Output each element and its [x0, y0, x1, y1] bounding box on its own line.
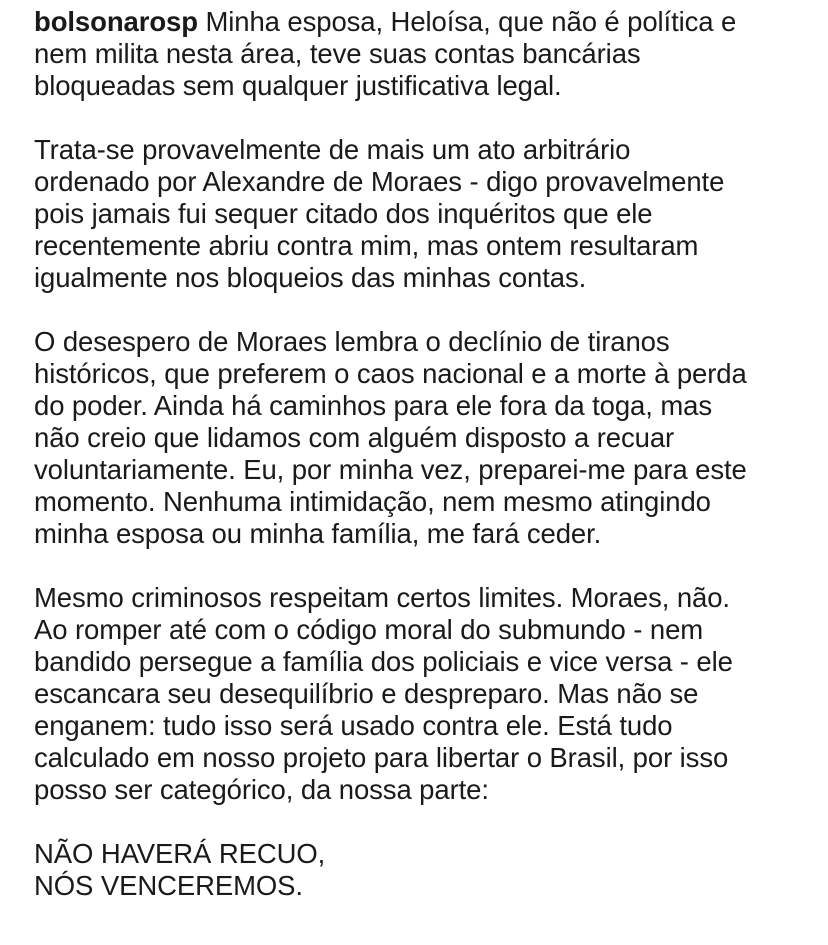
caption-line: NÃO HAVERÁ RECUO, — [34, 838, 326, 869]
caption-text: Minha esposa, Heloísa, que não é política e — [197, 6, 737, 37]
caption-line: momento. Nenhuma intimidação, nem mesmo atingindo — [34, 486, 711, 517]
caption-line: históricos, que preferem o caos nacional e a morte à perda — [34, 358, 747, 389]
username-link[interactable]: bolsonarosp — [34, 6, 198, 37]
caption-line: nem milita nesta área, teve suas contas bancárias — [34, 38, 641, 69]
caption-line: posso ser categórico, da nossa parte: — [34, 774, 489, 805]
caption-paragraph-3 — [34, 326, 792, 550]
caption-line: não creio que lidamos com alguém disposto a recuar — [34, 422, 675, 453]
caption-line: minha esposa ou minha família, me fará ceder. — [34, 518, 602, 549]
caption-paragraph-2 — [34, 134, 792, 294]
caption-line: voluntariamente. Eu, por minha vez, preparei-me para este — [34, 454, 747, 485]
caption-line: Mesmo criminosos respeitam certos limites. Moraes, não. — [34, 582, 730, 613]
caption-line: recentemente abriu contra mim, mas ontem resultaram — [34, 230, 699, 261]
caption-line: O desespero de Moraes lembra o declínio de tiranos — [34, 326, 670, 357]
caption-line: enganem: tudo isso será usado contra ele. Está tudo — [34, 710, 673, 741]
caption-line: igualmente nos bloqueios das minhas contas. — [34, 262, 587, 293]
caption-line: do poder. Ainda há caminhos para ele fora da toga, mas — [34, 390, 712, 421]
caption-line: ordenado por Alexandre de Moraes - digo provavelmente — [34, 166, 725, 197]
caption-line: Trata-se provavelmente de mais um ato arbitrário — [34, 134, 631, 165]
caption-paragraph-4 — [34, 582, 792, 806]
caption-line: bandido persegue a família dos policiais e vice versa - ele — [34, 646, 733, 677]
caption-line: bloqueadas sem qualquer justificativa legal. — [34, 70, 562, 101]
caption-line: NÓS VENCEREMOS. — [34, 870, 303, 901]
caption-line: calculado em nosso projeto para libertar o Brasil, por isso — [34, 742, 729, 773]
caption-paragraph-1 — [34, 6, 792, 102]
caption-paragraph-5 — [34, 838, 792, 902]
caption-line: Ao romper até com o código moral do submundo - nem — [34, 614, 704, 645]
caption-line: pois jamais fui sequer citado dos inquéritos que ele — [34, 198, 653, 229]
caption-line: escancara seu desequilíbrio e despreparo. Mas não se — [34, 678, 699, 709]
caption-line — [34, 6, 792, 38]
